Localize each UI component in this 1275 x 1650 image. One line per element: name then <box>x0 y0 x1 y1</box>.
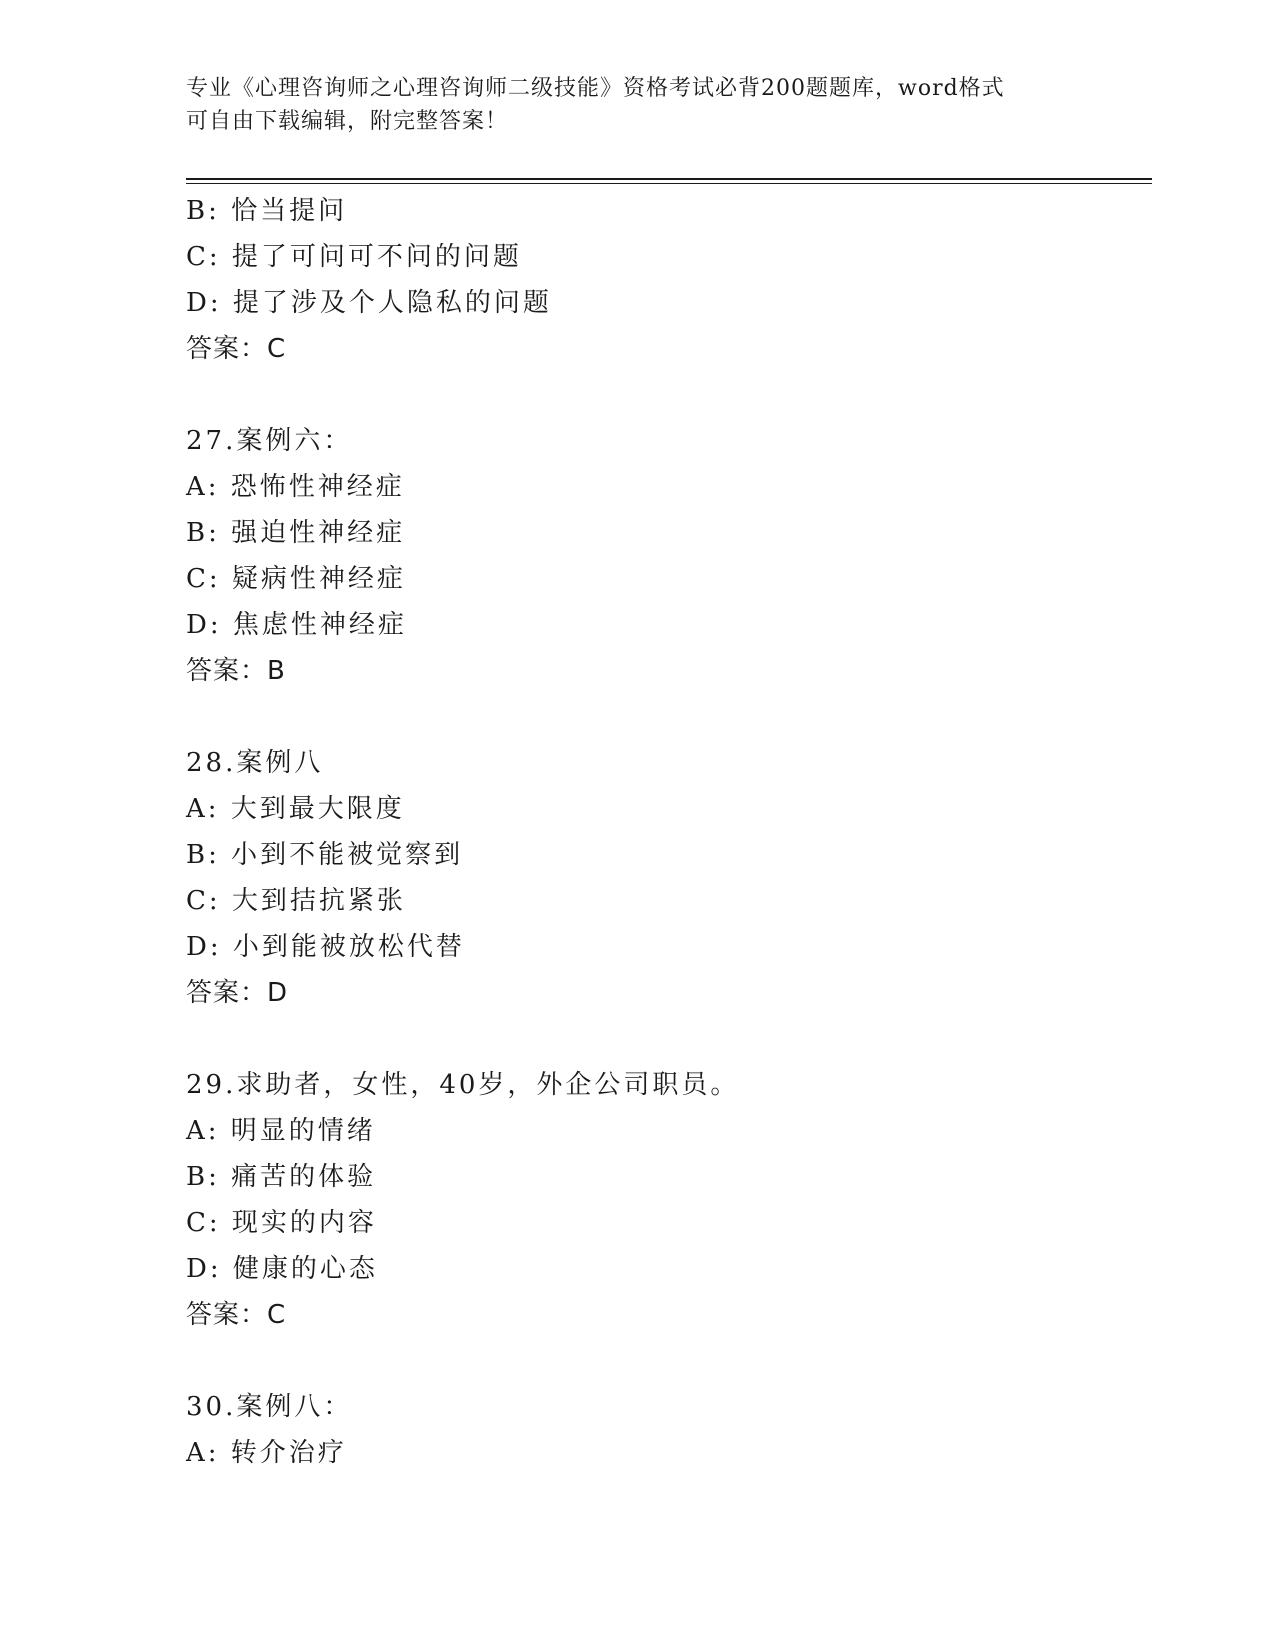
block-gap <box>186 1016 1152 1062</box>
question-block <box>186 188 1152 372</box>
option-c: C: 提了可问可不问的问题 <box>186 242 522 272</box>
block-gap <box>186 372 1152 418</box>
option-c: C: 现实的内容 <box>186 1208 377 1238</box>
question-block <box>186 418 1152 694</box>
header-rule-thick <box>186 178 1152 180</box>
option-d: D: 提了涉及个人隐私的问题 <box>186 288 552 318</box>
option-b: B: 小到不能被觉察到 <box>186 840 464 870</box>
option-b: B: 痛苦的体验 <box>186 1162 377 1192</box>
question-stem: 27.案例六： <box>186 426 353 456</box>
question-block <box>186 1062 1152 1338</box>
header-line-1: 专业《心理咨询师之心理咨询师二级技能》资格考试必背200题题库，word格式 <box>186 76 1005 101</box>
question-stem: 29.求助者，女性，40岁，外企公司职员。 <box>186 1070 740 1100</box>
question-stem: 30.案例八： <box>186 1392 353 1422</box>
block-gap <box>186 1338 1152 1384</box>
option-d: D: 健康的心态 <box>186 1254 378 1284</box>
header-line-2: 可自由下载编辑，附完整答案！ <box>186 109 509 134</box>
answer: 答案：B <box>186 656 286 686</box>
answer: 答案：C <box>186 334 287 364</box>
answer: 答案：D <box>186 978 289 1008</box>
question-block <box>186 740 1152 1016</box>
option-a: A: 大到最大限度 <box>186 794 405 824</box>
question-list <box>186 188 1152 1476</box>
option-b: B: 强迫性神经症 <box>186 518 406 548</box>
option-d: D: 小到能被放松代替 <box>186 932 465 962</box>
document-header <box>186 72 1086 138</box>
option-a: A: 转介治疗 <box>186 1438 347 1468</box>
block-gap <box>186 694 1152 740</box>
option-c: C: 疑病性神经症 <box>186 564 406 594</box>
option-a: A: 明显的情绪 <box>186 1116 376 1146</box>
question-stem: 28.案例八 <box>186 748 324 778</box>
option-d: D: 焦虑性神经症 <box>186 610 407 640</box>
option-b: B: 恰当提问 <box>186 196 348 226</box>
option-c: C: 大到拮抗紧张 <box>186 886 406 916</box>
question-block <box>186 1384 1152 1476</box>
answer: 答案：C <box>186 1300 287 1330</box>
header-rule-thin <box>186 183 1152 184</box>
option-a: A: 恐怖性神经症 <box>186 472 405 502</box>
